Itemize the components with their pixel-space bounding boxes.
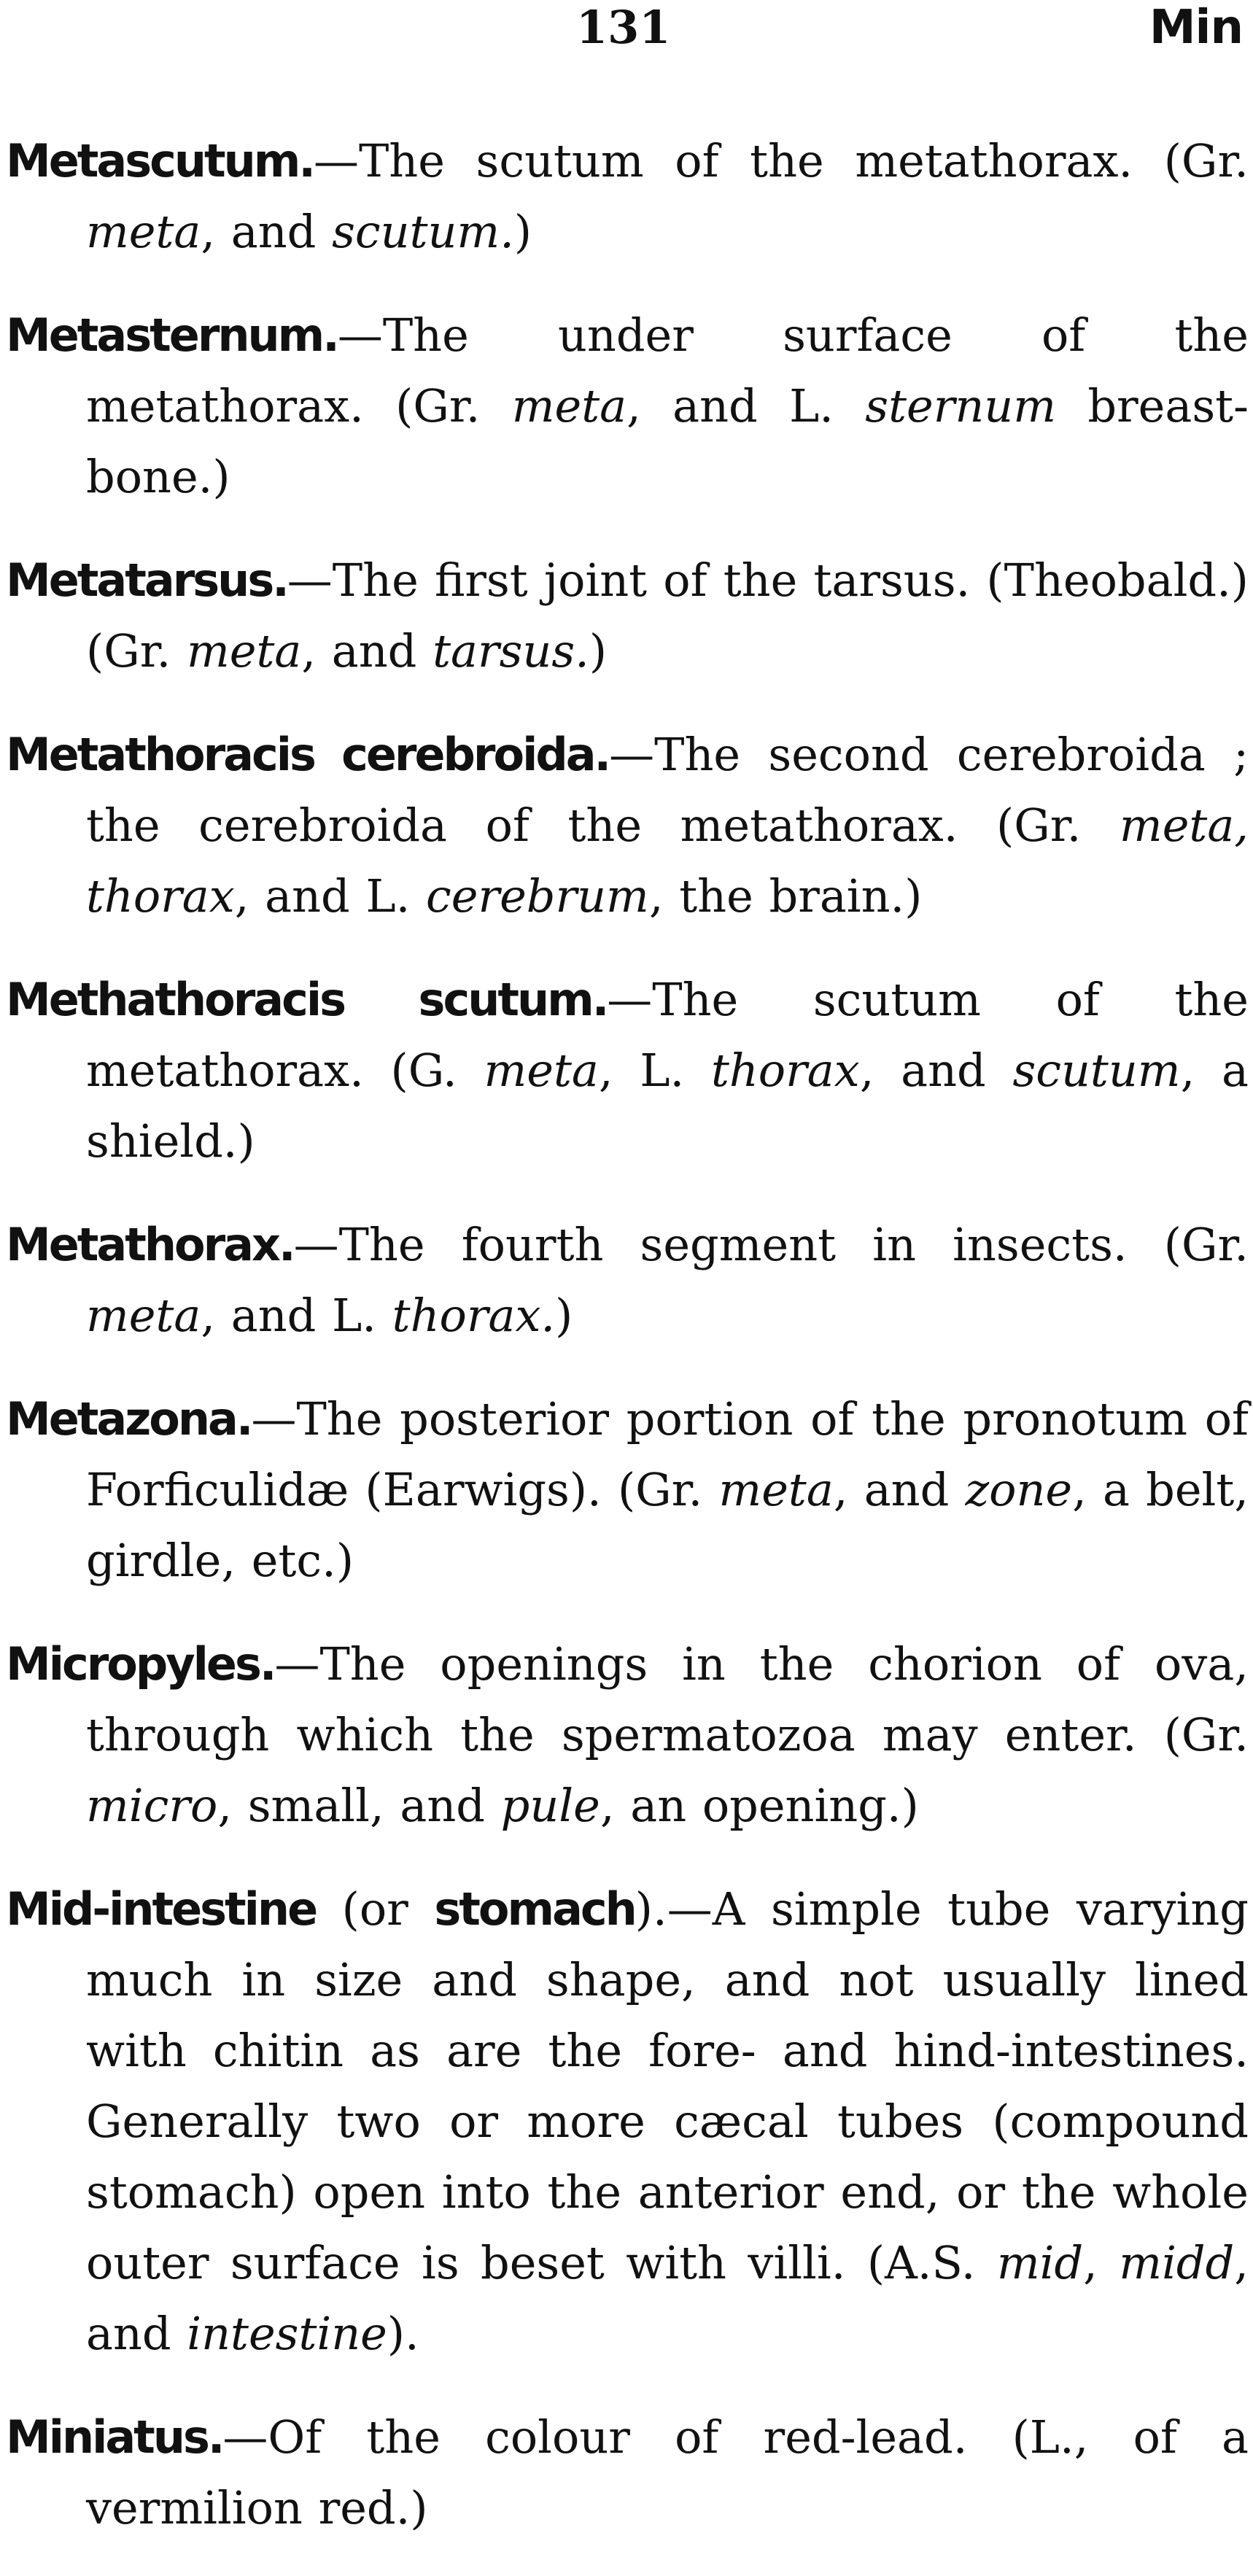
entry-text: breast-bone.) [86,379,1249,503]
glossary-entry [0,1384,1249,1596]
entry-text: —The under surface of the metathorax. (Gr. [86,309,1249,432]
entry-text: , a belt, girdle, etc.) [86,1463,1249,1587]
entry-headword: Miniatus. [6,2410,223,2464]
entry-text-italic: micro [86,1779,218,1832]
entry-headword: Metathoracis cerebroida. [6,728,610,781]
entry-text: , and L. [626,379,866,432]
entry-text: —The posterior portion of the pronotum of Forficulidæ (Earwigs). (Gr. [86,1392,1249,1516]
entry-text: , and [201,205,333,258]
entry-text-italic: meta [511,379,627,432]
entry-text: ) [513,205,532,258]
entry-text-italic: thorax [86,869,235,923]
entry-text: , and [301,624,433,678]
entry-text-italic: meta [86,1289,201,1342]
entry-text: , L. [598,1044,711,1097]
glossary-entry [0,125,1249,267]
entry-headword: Metasternum. [6,309,338,362]
entry-text-italic: meta [718,1463,834,1516]
entry-text-italic: intestine [187,2307,387,2360]
entry-text-italic: cerebrum [426,869,649,923]
entry-text-italic: thorax [710,1044,860,1097]
entry-text-italic: midd [1119,2236,1235,2289]
entry-headword-alt: stomach [434,1882,635,1936]
entry-text-italic: thorax. [392,1289,556,1342]
entry-headword: Micropyles. [6,1637,275,1691]
entry-text: , small, and [217,1779,501,1832]
entry-text: —The fourth segment in insects. (Gr. [293,1218,1249,1271]
glossary-entry [0,1629,1249,1841]
glossary-entry [0,2402,1249,2543]
entry-text: , a shield.) [86,1044,1249,1168]
page-header [0,0,1253,66]
glossary-entry [0,964,1249,1176]
entry-text: ) [589,624,608,678]
entry-text: —The openings in the chorion of ova, through which the spermatozoa may enter. (Gr. [86,1637,1249,1761]
entry-text: —The first joint of the tarsus. (Theobald.) (Gr. [86,554,1249,678]
entry-text: , an opening.) [600,1779,919,1832]
entry-text-italic: sternum [865,379,1056,432]
glossary-entry [0,1209,1249,1351]
entry-text-italic: meta [186,624,302,678]
entry-text-italic: meta [86,205,201,258]
glossary-entry [0,719,1249,931]
glossary-entry [0,300,1249,512]
entry-text: , and [86,2236,1249,2360]
entry-text: —The second cerebroida ; the cerebroida of the metathorax. (Gr. [86,728,1249,852]
glossary-entry [0,545,1249,686]
entry-headword: Metatarsus. [6,554,287,607]
entry-text-italic: scutum [1012,1044,1181,1097]
entry-text: , and [859,1044,1013,1097]
entry-text: , and [833,1463,966,1516]
entry-text: —Of the colour of red-lead. (L., of a vermilion red.) [86,2410,1249,2534]
entry-text: —The scutum of the metathorax. (G. [86,973,1249,1097]
entry-text: , the brain.) [648,869,923,923]
page-number: 131 [576,1,671,54]
glossary-entry [0,1874,1249,2369]
entry-headword: Metazona. [6,1392,252,1446]
entry-text-italic: scutum. [332,205,514,258]
entry-headword: Methathoracis scutum. [6,973,608,1026]
entry-text: , and L. [234,869,427,923]
entry-text: , [1083,2236,1120,2289]
entry-headword-note: (or [316,1882,435,1936]
entry-text: , and L. [201,1289,392,1342]
entry-text-italic: meta [484,1044,599,1097]
entry-headword: Mid-intestine [6,1882,317,1936]
entry-headword: Metascutum. [6,134,314,187]
entry-headword: Metathorax. [6,1218,294,1271]
running-head: Min [1149,1,1243,55]
glossary-entries [0,125,1249,2576]
entry-text: ).—A simple tube varying much in size and shape, and not usually lined with chitin as are the fore- and hind-intestines. Generally two or more cæcal tubes (compound stomach) open into the anterior end, or the whole outer surface is beset with villi. (A.S. [86,1882,1249,2289]
entry-text-italic: tarsus. [432,624,589,678]
entry-text: ) [555,1289,573,1342]
entry-text: —The scutum of the metathorax. (Gr. [313,134,1249,187]
entry-text-italic: zone [965,1463,1073,1516]
entry-text-italic: pule [500,1779,600,1832]
entry-text-italic: mid [996,2236,1084,2289]
entry-text-italic: meta, [1119,799,1249,852]
entry-text: ). [387,2307,419,2360]
